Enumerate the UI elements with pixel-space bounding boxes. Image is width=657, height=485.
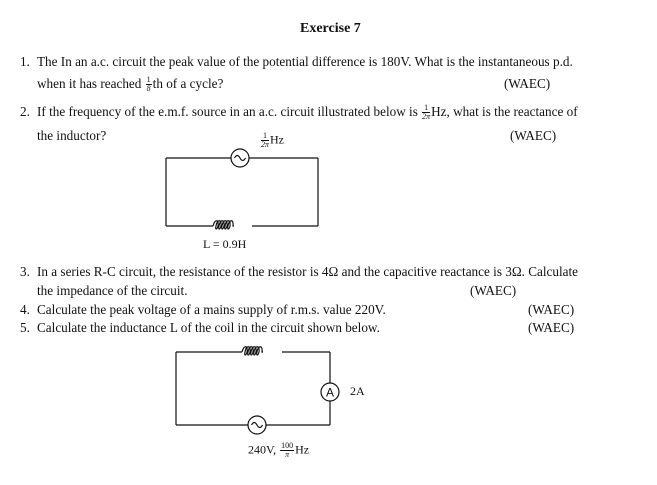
question-3-line-1: In a series R-C circuit, the resistance of the resistor is 4Ω and the capacitive reactance is 3Ω. Calculate <box>37 264 579 279</box>
question-3-line-2: the impedance of the circuit. <box>37 283 188 298</box>
inductor-coil-icon <box>213 221 234 229</box>
question-4-line-1: Calculate the peak voltage of a mains supply of r.m.s. value 220V. <box>37 302 386 317</box>
diagram-2-source-label: 240V, $\frac{100}{\pi}$ Hz <box>248 441 310 459</box>
question-1-number: 1. <box>20 54 30 69</box>
question-2-number: 2. <box>20 104 30 119</box>
fraction: $\frac{100}{\pi}$ <box>281 441 294 459</box>
question-5-line-1: Calculate the inductance L of the coil in the circuit shown below. <box>37 320 380 335</box>
question-2-line-2: the inductor? <box>37 128 107 143</box>
diagram-1-inductor-label: L = 0.9H <box>203 237 247 251</box>
ac-source-icon <box>231 149 249 167</box>
diagram-1-frequency: $\frac{1}{2\pi}$ Hz <box>261 131 285 149</box>
diagram-2-current-label: 2A <box>350 384 365 398</box>
ac-source-icon <box>248 416 266 434</box>
fraction: $\frac{1}{8}$ <box>146 75 151 94</box>
question-5-number: 5. <box>20 320 30 335</box>
question-4-source: (WAEC) <box>528 302 575 317</box>
ammeter-symbol: A <box>325 385 335 400</box>
page-title: Exercise 7 <box>300 21 361 36</box>
question-4-number: 4. <box>20 302 30 317</box>
question-3-source: (WAEC) <box>470 283 517 298</box>
circuit-1 <box>166 149 318 229</box>
question-2-line-1: If the frequency of the e.m.f. source in an a.c. circuit illustrated below is $\frac{1}{2\pi}$ Hz, what is the reactance of <box>37 103 578 122</box>
fraction: $\frac{1}{2\pi}$ <box>261 131 270 149</box>
fraction: $\frac{1}{2\pi}$ <box>422 103 431 122</box>
inductor-coil-icon <box>242 347 263 355</box>
circuit-2 <box>176 347 339 434</box>
question-5-source: (WAEC) <box>528 320 575 335</box>
question-3-number: 3. <box>20 264 30 279</box>
question-1-line-1: The In an a.c. circuit the peak value of the potential difference is 180V. What is the instantaneous p.d. <box>37 54 573 69</box>
question-2-source: (WAEC) <box>510 128 557 143</box>
question-1-source: (WAEC) <box>504 76 551 91</box>
question-1-line-2: when it has reached $\frac{1}{8}$ th of a cycle? <box>37 75 224 94</box>
